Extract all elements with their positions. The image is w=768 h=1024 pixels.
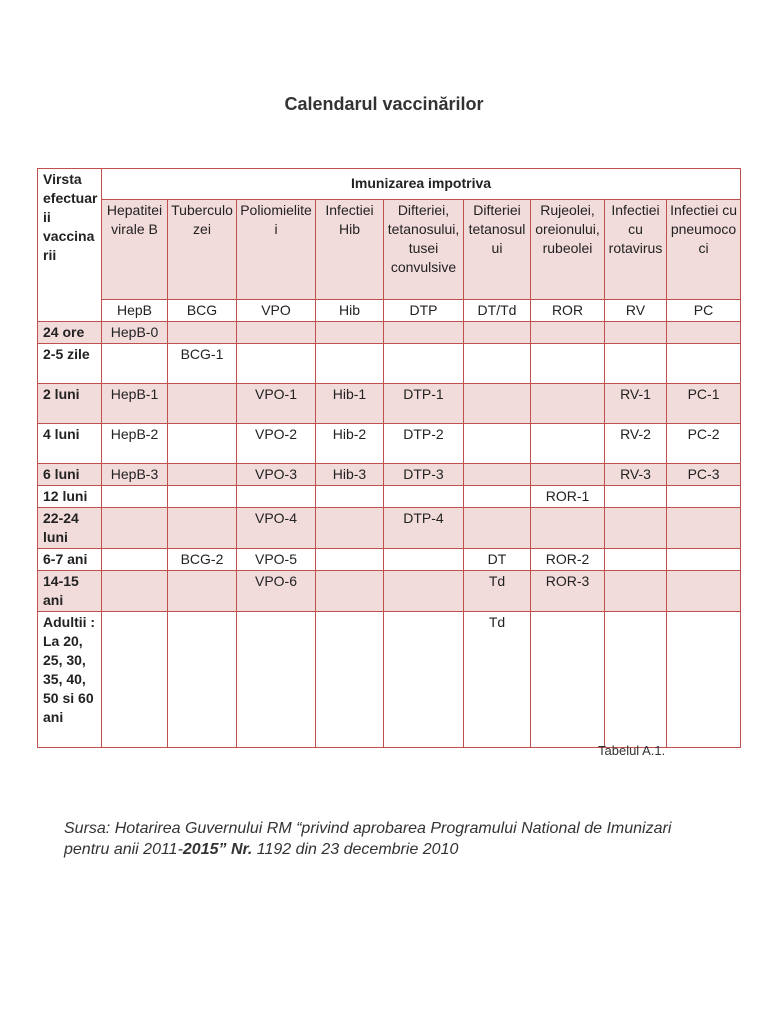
vaccine-cell: [237, 344, 316, 384]
vaccine-cell: VPO-2: [237, 424, 316, 464]
age-cell: 6-7 ani: [38, 549, 102, 571]
vaccine-cell: [384, 612, 464, 748]
vaccine-cell: [102, 571, 168, 612]
vaccine-cell: HepB-3: [102, 464, 168, 486]
vaccine-cell: DT: [464, 549, 531, 571]
disease-header-row: [38, 199, 741, 299]
vaccine-cell: [237, 322, 316, 344]
vaccine-cell: HepB-1: [102, 384, 168, 424]
source-year: 2015: [182, 841, 219, 858]
vaccine-cell: [384, 486, 464, 508]
vaccine-cell: [605, 344, 667, 384]
disease-header-cell: Infectiei Hib: [316, 199, 384, 299]
disease-header-cell: Infectiei cu rotavirus: [605, 199, 667, 299]
vaccination-table: [37, 168, 741, 748]
vaccine-cell: DTP-1: [384, 384, 464, 424]
vaccine-cell: [531, 508, 605, 549]
disease-header-cell: Poliomielitei: [237, 199, 316, 299]
disease-header-cell: Rujeolei, oreionului, rubeolei: [531, 199, 605, 299]
age-cell: 2 luni: [38, 384, 102, 424]
vaccine-cell: [316, 571, 384, 612]
vaccine-cell: [605, 612, 667, 748]
vaccine-cell: [237, 612, 316, 748]
disease-header-cell: Tuberculozei: [168, 199, 237, 299]
disease-header-cell: Difteriei, tetanosului, tusei convulsive: [384, 199, 464, 299]
vaccine-cell: VPO-6: [237, 571, 316, 612]
disease-header-cell: Infectiei cu pneumococi: [667, 199, 741, 299]
vaccine-cell: VPO-3: [237, 464, 316, 486]
vaccine-cell: [168, 571, 237, 612]
abbreviation-cell: ROR: [531, 299, 605, 321]
abbreviation-cell: DTP: [384, 299, 464, 321]
disease-header-cell: Difteriei tetanosului: [464, 199, 531, 299]
vaccine-cell: HepB-2: [102, 424, 168, 464]
age-cell: 22-24 luni: [38, 508, 102, 549]
source-suffix: 1192 din 23 decembrie 2010: [252, 841, 459, 858]
vaccine-cell: [168, 508, 237, 549]
vaccine-cell: [168, 486, 237, 508]
vaccine-cell: [237, 486, 316, 508]
vaccine-cell: PC-1: [667, 384, 741, 424]
age-cell: 14-15 ani: [38, 571, 102, 612]
vaccine-cell: [605, 322, 667, 344]
abbreviation-cell: VPO: [237, 299, 316, 321]
table-row: [38, 322, 741, 344]
source-prefix: Sursa: Hotarirea Guvernului RM “privind aprobarea Programului National de Imunizari pentru anii 2011-: [64, 820, 672, 858]
vaccine-cell: DTP-4: [384, 508, 464, 549]
vaccine-cell: [316, 612, 384, 748]
vaccine-cell: [531, 344, 605, 384]
vaccine-cell: [168, 424, 237, 464]
vaccine-cell: [384, 322, 464, 344]
abbreviation-cell: BCG: [168, 299, 237, 321]
age-cell: Adultii : La 20, 25, 30, 35, 40, 50 si 60 ani: [38, 612, 102, 748]
vaccine-cell: [667, 508, 741, 549]
vaccine-cell: [316, 508, 384, 549]
vaccine-cell: [464, 508, 531, 549]
vaccine-cell: [316, 322, 384, 344]
age-cell: 4 luni: [38, 424, 102, 464]
vaccine-cell: [531, 384, 605, 424]
abbreviation-cell: PC: [667, 299, 741, 321]
vaccine-cell: [316, 486, 384, 508]
table-row: [38, 612, 741, 748]
vaccine-cell: [667, 344, 741, 384]
vaccine-cell: [168, 612, 237, 748]
abbreviation-row: [38, 299, 741, 321]
table-caption: Tabelul A.1.: [598, 743, 666, 758]
age-cell: 12 luni: [38, 486, 102, 508]
page-title: Calendarul vaccinărilor: [284, 94, 484, 114]
vaccine-cell: ROR-3: [531, 571, 605, 612]
abbreviation-cell: Hib: [316, 299, 384, 321]
vaccine-cell: [102, 549, 168, 571]
vaccine-cell: [667, 486, 741, 508]
vaccine-cell: [464, 464, 531, 486]
vaccine-cell: RV-2: [605, 424, 667, 464]
vaccine-cell: BCG-2: [168, 549, 237, 571]
vaccine-cell: [464, 344, 531, 384]
vaccine-cell: [605, 549, 667, 571]
vaccine-cell: HepB-0: [102, 322, 168, 344]
vaccine-cell: [384, 571, 464, 612]
table-row: [38, 344, 741, 384]
vaccine-cell: DTP-2: [384, 424, 464, 464]
vaccine-cell: VPO-5: [237, 549, 316, 571]
source-nr: ” Nr.: [218, 841, 253, 858]
vaccine-cell: [531, 322, 605, 344]
vaccine-cell: [464, 486, 531, 508]
abbreviation-cell: RV: [605, 299, 667, 321]
vaccine-cell: [667, 322, 741, 344]
vaccine-cell: [316, 549, 384, 571]
vaccine-cell: [605, 571, 667, 612]
vaccine-cell: VPO-1: [237, 384, 316, 424]
table-row: [38, 464, 741, 486]
vaccine-cell: [464, 384, 531, 424]
group-header: Imunizarea impotriva: [102, 169, 741, 200]
vaccine-cell: Td: [464, 612, 531, 748]
table-row: [38, 549, 741, 571]
vaccine-cell: [384, 344, 464, 384]
vaccine-cell: [102, 486, 168, 508]
vaccine-cell: Hib-3: [316, 464, 384, 486]
age-cell: 2-5 zile: [38, 344, 102, 384]
vaccine-cell: Td: [464, 571, 531, 612]
vaccine-cell: ROR-1: [531, 486, 605, 508]
abbreviation-cell: HepB: [102, 299, 168, 321]
table-row: [38, 384, 741, 424]
table-row: [38, 424, 741, 464]
vaccine-cell: [168, 464, 237, 486]
vaccine-cell: [605, 486, 667, 508]
vaccine-cell: Hib-2: [316, 424, 384, 464]
vaccine-cell: [667, 549, 741, 571]
abbreviation-cell: DT/Td: [464, 299, 531, 321]
table-row: [38, 486, 741, 508]
vaccine-cell: Hib-1: [316, 384, 384, 424]
vaccine-cell: VPO-4: [237, 508, 316, 549]
vaccine-cell: [531, 464, 605, 486]
vaccine-cell: RV-3: [605, 464, 667, 486]
vaccine-cell: PC-3: [667, 464, 741, 486]
vaccine-cell: [384, 549, 464, 571]
vaccine-cell: [102, 612, 168, 748]
source-note: [64, 818, 704, 860]
vaccine-cell: PC-2: [667, 424, 741, 464]
vaccine-cell: ROR-2: [531, 549, 605, 571]
vaccine-cell: [168, 384, 237, 424]
vaccine-cell: [316, 344, 384, 384]
vaccine-cell: RV-1: [605, 384, 667, 424]
vaccine-cell: [464, 424, 531, 464]
vaccine-cell: [531, 612, 605, 748]
age-header: Virsta efectuarii vaccinarii: [38, 169, 102, 322]
table-row: [38, 571, 741, 612]
vaccine-cell: DTP-3: [384, 464, 464, 486]
vaccine-cell: [464, 322, 531, 344]
disease-header-cell: Hepatitei virale B: [102, 199, 168, 299]
age-cell: 24 ore: [38, 322, 102, 344]
vaccine-cell: [667, 571, 741, 612]
table-row: [38, 508, 741, 549]
vaccine-cell: BCG-1: [168, 344, 237, 384]
age-cell: 6 luni: [38, 464, 102, 486]
vaccine-cell: [168, 322, 237, 344]
vaccine-cell: [102, 344, 168, 384]
vaccine-cell: [102, 508, 168, 549]
vaccine-cell: [667, 612, 741, 748]
vaccine-cell: [531, 424, 605, 464]
vaccine-cell: [605, 508, 667, 549]
